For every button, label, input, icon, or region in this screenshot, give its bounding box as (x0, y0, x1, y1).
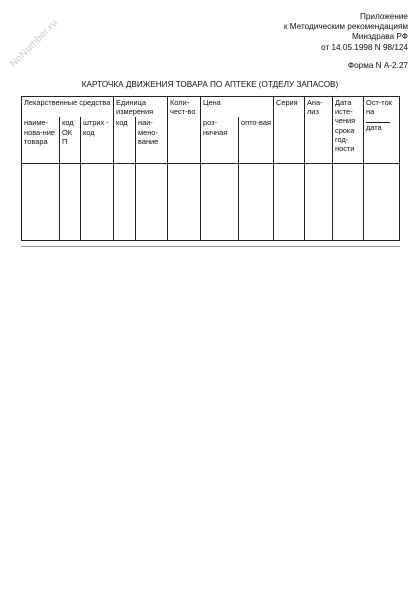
balance-underline (366, 116, 390, 123)
table-cell (22, 164, 60, 241)
header-cell-series: Серия (274, 97, 305, 164)
document-header (284, 12, 408, 53)
table-cell (114, 164, 136, 241)
table-cell (274, 164, 305, 241)
balance-label: Ост-ток на (366, 98, 392, 117)
header-line: к Методическим рекомендациям (283, 22, 408, 32)
document-title: КАРТОЧКА ДВИЖЕНИЯ ТОВАРА ПО АПТЕКЕ (ОТДЕЛУ ЗАПАСОВ) (81, 80, 339, 89)
table-cell (239, 164, 274, 241)
header-cell-price: Цена (201, 97, 274, 118)
header-line: от 14.05.1998 N 98/124 (321, 42, 408, 52)
table-cell (305, 164, 333, 241)
header-cell-price-wholesale: опто-вая (239, 117, 274, 164)
form-number: Форма N А-2.27 (347, 61, 408, 70)
header-cell-expiry: Дата исте-чения срока год-ности (333, 97, 364, 164)
header-cell-balance (364, 97, 400, 164)
table-cell (333, 164, 364, 241)
table-cell (81, 164, 114, 241)
header-cell-drug-barcode: штрих - код (81, 117, 114, 164)
header-cell-unit: Единица измерения (114, 97, 168, 118)
header-cell-drug-name: наиме-нова-ние товара (22, 117, 60, 164)
header-cell-unit-name: наи-мено-вание (136, 117, 168, 164)
watermark: NoNumber.ru (8, 17, 61, 70)
header-line: Минздрава РФ (351, 32, 408, 42)
header-cell-price-retail: роз-ничная (201, 117, 239, 164)
table-cell (136, 164, 168, 241)
header-line: Приложение (359, 12, 408, 21)
header-cell-quantity: Коли-чест-во (168, 97, 201, 164)
table-cell (168, 164, 201, 241)
header-cell-analysis: Ана-лиз (305, 97, 333, 164)
balance-date: дата (366, 123, 382, 133)
header-cell-drugs: Лекарственные средства (22, 97, 114, 118)
table-cell (364, 164, 400, 241)
page-divider (21, 246, 400, 247)
table-cell (60, 164, 81, 241)
product-card-table (21, 96, 400, 241)
header-cell-drug-okp: код ОК П (60, 117, 81, 164)
table-cell (201, 164, 239, 241)
header-cell-unit-code: код (114, 117, 136, 164)
